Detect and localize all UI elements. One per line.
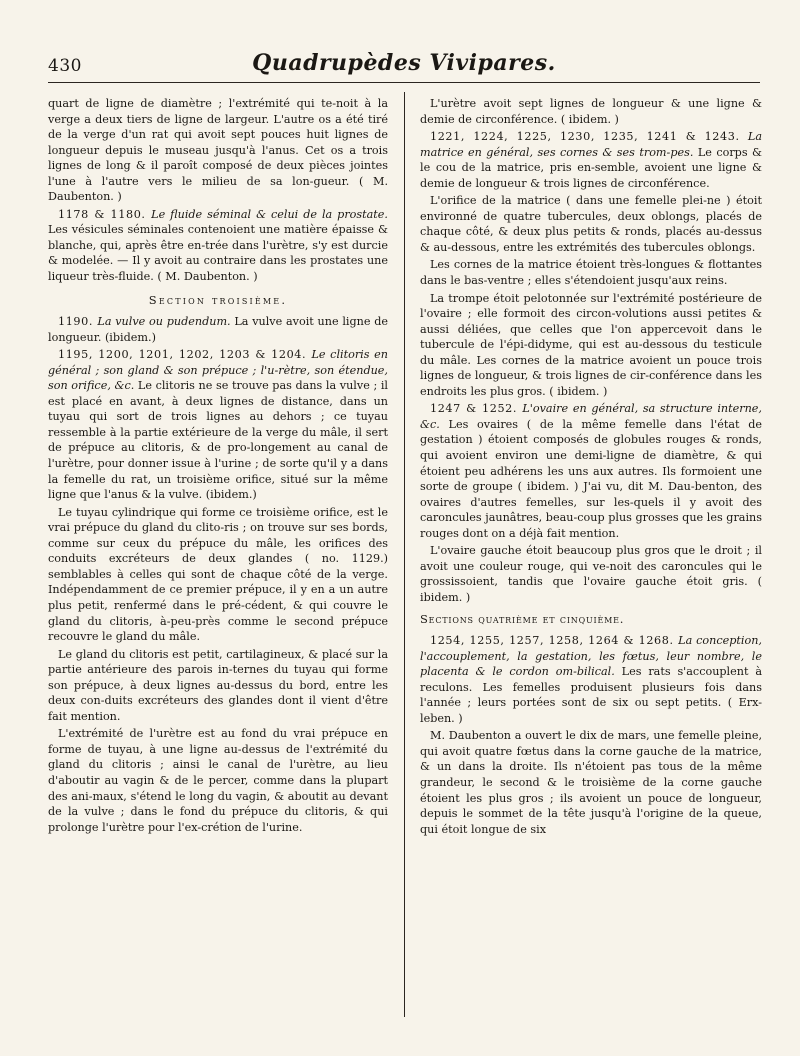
paragraph: Le tuyau cylindrique qui forme ce troisième orifice, est le vrai prépuce du gland du clito-ris ; on trouve sur ses bords, comme sur ceux du prépuce du mâle, les orifices des conduits excréteurs de deux glandes ( no. 1129.) semblables à celles qui sont de chaque côté de la verge. Indépendamment de ce premier prépuce, il y en a un autre plus petit, renfermé dans le pré-cédent, & qui couvre le gland du clitoris, à-peu-près comme le second prépuce recouvre le gland du mâle. bbox=[48, 505, 388, 644]
numbered-entry bbox=[420, 633, 762, 726]
entry-text: Les rats s'accouplent à reculons. Les femelles produisent plusieurs fois dans l'année ; leurs portées sont de six ou sept petits. ( Erx-leben. ) bbox=[420, 665, 762, 725]
paragraph: La trompe étoit pelotonnée sur l'extrémité postérieure de l'ovaire ; elle formoit des circon-volutions aussi petites & aussi déliées, que celles que l'on appercevoit dans le tubercule de l'épi-didyme, qui est au-dessous du testicule du mâle. Les cornes de la matrice avoient un pouce trois lignes de longueur, & trois lignes de cir-conférence dans les endroits les plus gros. ( ibidem. ) bbox=[420, 291, 762, 398]
running-title: Quadrupèdes Vivipares. bbox=[252, 50, 556, 76]
numbered-entry bbox=[420, 401, 762, 541]
paragraph: Le gland du clitoris est petit, cartilagineux, & placé sur la partie antérieure des parois in-ternes du tuyau qui forme son prépuce, à deux lignes au-dessus du bord, entre les deux con-duits excréteurs des glandes dont il vient d'être fait mention. bbox=[48, 647, 388, 723]
paragraph: L'urètre avoit sept lignes de longueur & une ligne & demie de circonférence. ( ibidem. ) bbox=[420, 97, 762, 126]
entry-title: La vulve ou pudendum. bbox=[97, 315, 235, 329]
numbered-entry bbox=[48, 207, 388, 285]
left-column bbox=[48, 96, 388, 837]
page-header bbox=[48, 50, 760, 83]
entry-number: 1221, 1224, 1225, 1230, 1235, 1241 & 1243. bbox=[430, 130, 748, 144]
entry-text: Les vésicules séminales contenoient une matière épaisse & blanche, qui, après être en-trée dans l'urètre, s'y est durcie & modelée. — Il y avoit au contraire dans les prostates une liqueur très-fluide. ( M. Daubenton. ) bbox=[48, 223, 388, 284]
column-divider bbox=[404, 92, 405, 1017]
entry-title: La conception, l'accouplement, la gestation, les fœtus, leur nombre, le placenta & le cordon om-bilical. bbox=[420, 634, 762, 679]
entry-number: 1190. bbox=[58, 315, 98, 329]
entry-number: 1254, 1255, 1257, 1258, 1264 & 1268. bbox=[430, 634, 679, 648]
entry-title: Le fluide séminal & celui de la prostate. bbox=[151, 207, 388, 221]
entry-number: 1178 & 1180. bbox=[58, 207, 152, 221]
paragraph: quart de ligne de diamètre ; l'extrémité qui te-noit à la verge a deux tiers de ligne de largeur. L'autre os a été tiré de la verge d'un rat qui avoit sept pouces huit lignes de longueur depuis le museau jusqu'à l'anus. Cet os a trois lignes de long & il paroît composé de deux pièces jointes l'une à l'autre vers le milieu de sa lon-gueur. ( M. Daubenton. ) bbox=[48, 97, 388, 204]
section-heading: Section troisième. bbox=[148, 292, 288, 307]
entry-text: Le corps & le cou de la matrice, pris en-semble, avoient une ligne & demie de longueur & trois lignes de circonférence. bbox=[420, 145, 762, 190]
section-heading: Sections quatrième et cinquième. bbox=[420, 611, 625, 626]
entry-number: 1247 & 1252. bbox=[430, 402, 523, 416]
page-number: 430 bbox=[48, 56, 82, 76]
entry-text: Le clitoris ne se trouve pas dans la vulve ; il est placé en avant, à deux lignes de distance, dans un tuyau qui sort de trois lignes au dehors ; ce tuyau ressemble à la partie extérieure de la verge du mâle, il sert de prépuce au clitoris, & de pro-longement au canal de l'urètre, pour donner issue à l'urine ; de sorte qu'il y a dans la femelle du rat, un troisième orifice, situé sur la même ligne que l'anus & la vulve. (ibidem.) bbox=[48, 379, 388, 502]
numbered-entry bbox=[420, 129, 762, 191]
paragraph: Les cornes de la matrice étoient très-longues & flottantes dans le bas-ventre ; elles s'étendoient jusqu'aux reins. bbox=[420, 258, 762, 288]
paragraph: L'extrémité de l'urètre est au fond du vrai prépuce en forme de tuyau, à une ligne au-dessus de l'extrémité du gland du clitoris ; ainsi le canal de l'urètre, au lieu d'aboutir au vagin & de le percer, comme dans la plupart des ani-maux, s'étend le long du vagin, & aboutit au devant de la vulve ; dans le fond du prépuce du clitoris, & qui prolonge l'urètre pour l'ex-crétion de l'urine. bbox=[48, 727, 388, 834]
numbered-entry bbox=[48, 314, 388, 345]
paragraph: M. Daubenton a ouvert le dix de mars, une femelle pleine, qui avoit quatre fœtus dans la corne gauche de la matrice, & un dans la droite. Ils n'étoient pas tous de la même grandeur, le second & le troisième de la corne gauche étoient les plus gros ; ils avoient un pouce de longueur, depuis le sommet de la tête jusqu'à l'origine de la queue, qui étoit longue de six bbox=[420, 729, 762, 836]
entry-title: La matrice en général, ses cornes & ses trom-pes. bbox=[420, 130, 762, 159]
paragraph: L'orifice de la matrice ( dans une femelle plei-ne ) étoit environné de quatre tubercules, deux oblongs, placés de chaque côté, & deux plus petits & ronds, placés au-dessus & au-dessous, entre les extrémités des tubercules oblongs. bbox=[420, 194, 762, 254]
entry-text: Les ovaires ( de la même femelle dans l'état de gestation ) étoient composés de globules rouges & ronds, qui avoient environ une demi-ligne de diamètre, & qui étoient peu adhérens les uns aux autres. Ils formoient une sorte de groupe ( ibidem. ) J'ai vu, dit M. Dau-benton, des ovaires d'autres femelles, sur les-quels il y avoit des caroncules jaunâtres, beau-coup plus grosses que les grains rouges dont on a déjà fait mention. bbox=[420, 417, 762, 540]
numbered-entry bbox=[48, 347, 388, 502]
entry-title: Le clitoris en général ; son gland & son prépuce ; l'u-rètre, son étendue, son orifice, &c. bbox=[48, 348, 388, 393]
right-column bbox=[420, 96, 762, 839]
entry-title: L'ovaire en général, sa structure interne, &c. bbox=[420, 402, 762, 431]
entry-text: La vulve avoit une ligne de longueur. (ibidem.) bbox=[48, 315, 389, 344]
entry-number: 1195, 1200, 1201, 1202, 1203 & 1204. bbox=[58, 348, 312, 362]
paragraph: L'ovaire gauche étoit beaucoup plus gros que le droit ; il avoit une couleur rouge, qui ve-noit des caroncules qui le grossissoient, tandis que l'ovaire gauche étoit gris. ( ibidem. ) bbox=[420, 544, 762, 604]
